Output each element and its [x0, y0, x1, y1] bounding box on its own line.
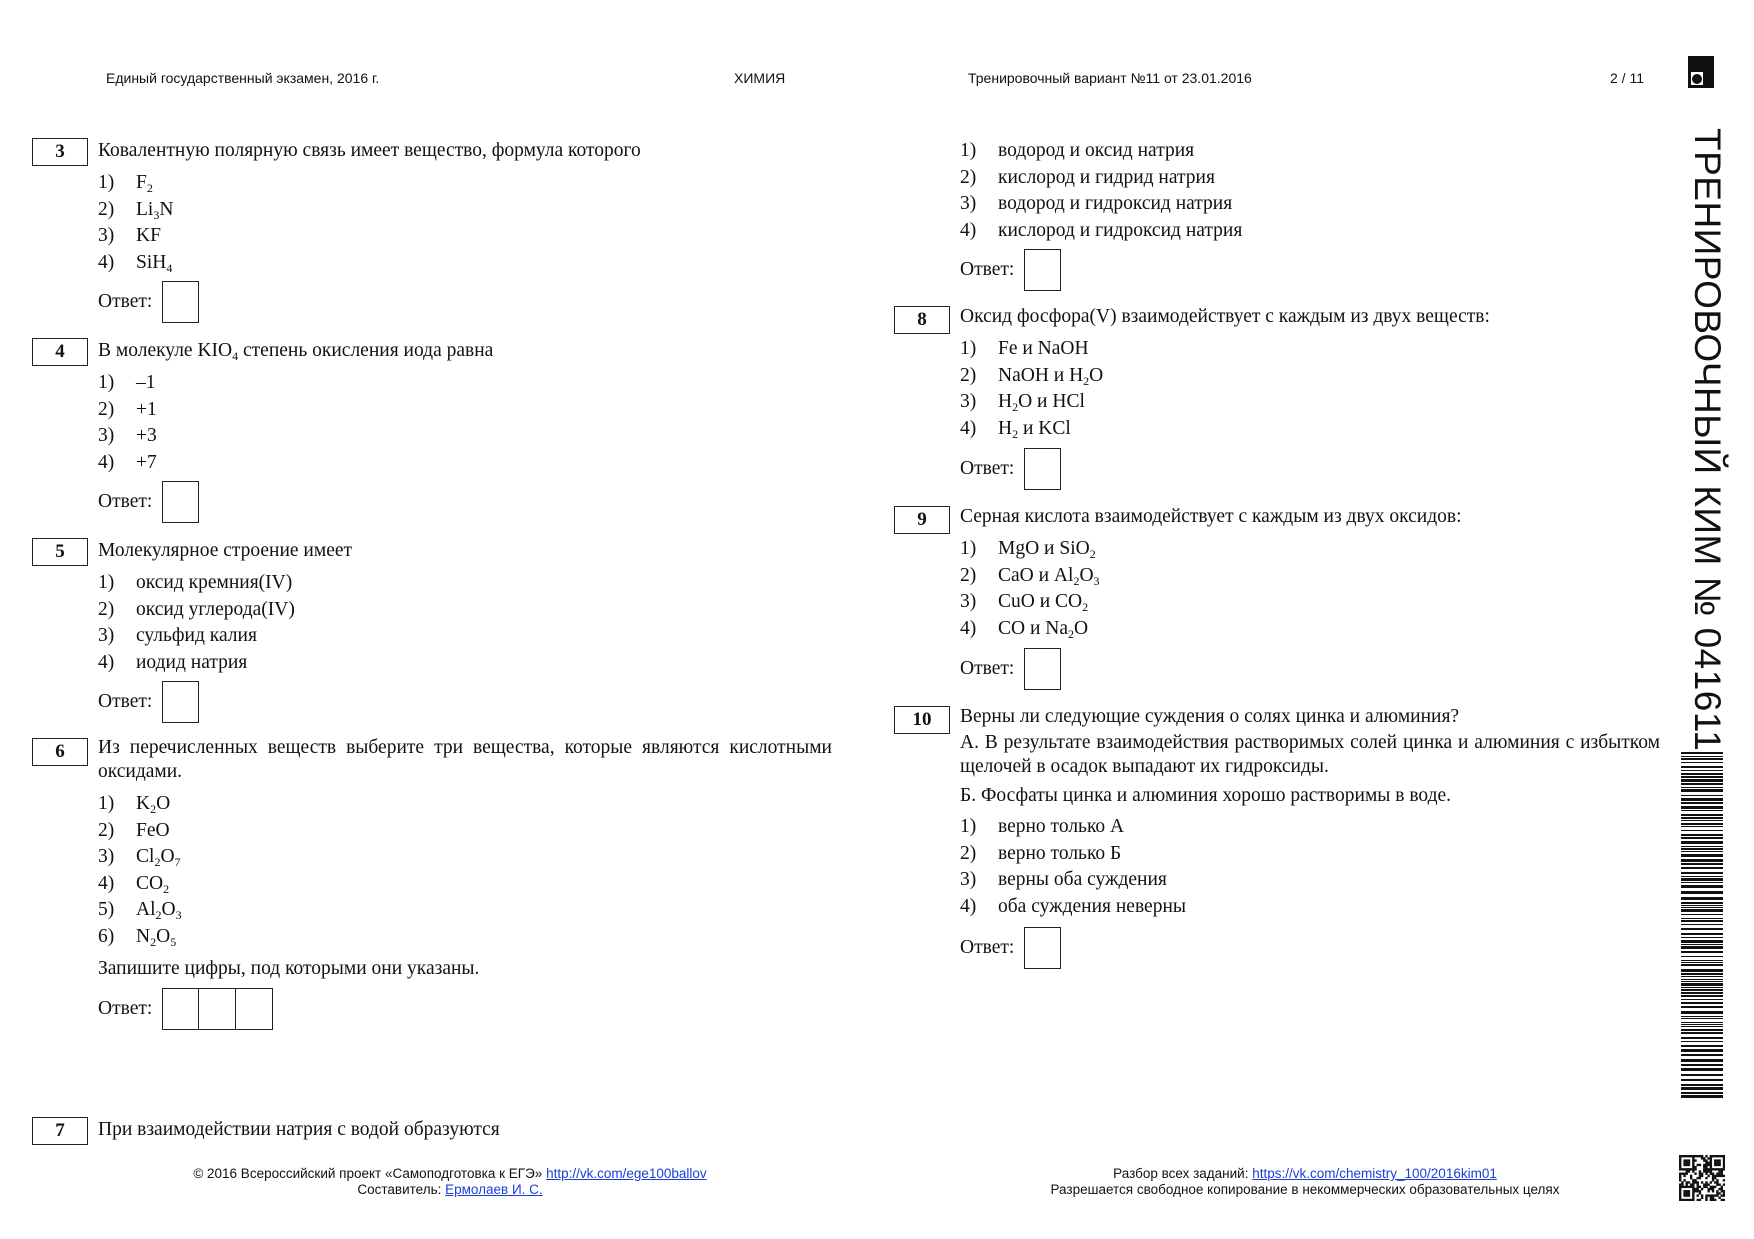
question-number: 6	[32, 738, 88, 766]
option-1: 1) Fe и NaOH	[960, 338, 1089, 359]
answer-box[interactable]	[1024, 648, 1061, 690]
answer-box[interactable]	[162, 281, 199, 323]
question-text: В молекуле $KIO_4$ степень окисления иода равна	[98, 340, 494, 363]
option-4: 4) SiH$_4$	[98, 251, 173, 275]
question-text: Оксид фосфора(V) взаимодействует с каждым из двух веществ:	[960, 306, 1490, 327]
footer-license: Разрешается свободное копирование в некоммерческих образовательных целях	[1050, 1182, 1560, 1197]
options-list	[98, 570, 295, 676]
question-text: Верны ли следующие суждения о солях цинка и алюминия?	[960, 706, 1460, 727]
question-number: 8	[894, 306, 950, 334]
option-3: 3) $H_2O$ и HCl	[960, 391, 1085, 414]
options-list	[98, 170, 173, 276]
option-3: 3) KF	[98, 225, 161, 246]
question-number: 10	[894, 706, 950, 734]
header-page-number: 2 / 11	[1610, 70, 1644, 86]
answer-box-3[interactable]	[236, 988, 273, 1030]
answer-row	[960, 648, 1061, 690]
footer-author-label: Составитель:	[357, 1182, 442, 1197]
options-list	[98, 370, 157, 476]
footer-author-link[interactable]: Ермолаев И. С.	[445, 1182, 543, 1197]
answer-box[interactable]	[1024, 448, 1061, 490]
option-1: 1) $K_2O$	[98, 793, 171, 816]
header-variant: Тренировочный вариант №11 от 23.01.2016	[968, 70, 1252, 86]
header-exam-title: Единый государственный экзамен, 2016 г.	[106, 70, 380, 86]
question-text: Серная кислота взаимодействует с каждым из двух оксидов:	[960, 506, 1462, 527]
answer-row	[98, 481, 199, 523]
option-1: 1) MgO и SiO$_2$	[960, 538, 1096, 561]
qr-code-icon	[1679, 1155, 1725, 1201]
option-3: 3) сульфид калия	[98, 625, 257, 646]
option-3: 3) +3	[98, 425, 157, 446]
header-subject: ХИМИЯ	[734, 70, 786, 86]
question-instruction: Запишите цифры, под которыми они указаны.	[98, 958, 480, 979]
answer-label: Ответ:	[960, 458, 1015, 479]
answer-box-2[interactable]	[199, 988, 236, 1030]
answer-label: Ответ:	[960, 259, 1015, 280]
option-4: 4) оба суждения неверны	[960, 895, 1186, 917]
option-1: 1) –1	[98, 372, 156, 393]
option-1: 1) оксид кремния(IV)	[98, 572, 293, 593]
statement-a: А. В результате взаимодействия растворимых солей цинка и алюминия с избытком щелочей в осадок выпадают их гидроксиды.	[960, 732, 1660, 777]
barcode-icon	[1681, 752, 1723, 1102]
option-4: 4) +7	[98, 451, 157, 473]
answer-label: Ответ:	[98, 291, 153, 312]
statement-b: Б. Фосфаты цинка и алюминия хорошо растворимы в воде.	[960, 785, 1452, 806]
option-2: 2) кислород и гидрид натрия	[960, 166, 1215, 188]
question-number: 3	[32, 138, 88, 166]
option-1: 1) водород и оксид натрия	[960, 140, 1195, 161]
footer-right	[1000, 1166, 1610, 1197]
option-6: 6) $N_2O_5$	[98, 925, 177, 949]
option-1: 1) верно только А	[960, 816, 1125, 837]
option-4: 4) иодид натрия	[98, 651, 248, 673]
question-number: 4	[32, 338, 88, 366]
options-list	[960, 814, 1186, 920]
option-3: 3) верны оба суждения	[960, 869, 1167, 890]
answer-row	[98, 681, 199, 723]
answer-label: Ответ:	[98, 998, 153, 1019]
footer-left	[150, 1166, 750, 1197]
answer-box[interactable]	[1024, 249, 1061, 291]
option-2: 2) NaOH и $H_2O$	[960, 364, 1104, 388]
answer-label: Ответ:	[960, 937, 1015, 958]
option-2: 2) оксид углерода(IV)	[98, 598, 295, 620]
answer-row	[960, 927, 1061, 969]
footer-review-link[interactable]: https://vk.com/chemistry_100/2016kim01	[1252, 1166, 1497, 1181]
option-4: 4) $CO_2$	[98, 872, 170, 896]
option-2: 2) FeO	[98, 819, 170, 841]
question-text: Молекулярное строение имеет	[98, 540, 353, 561]
question-number: 5	[32, 538, 88, 566]
answer-label: Ответ:	[98, 691, 153, 712]
footer-review-label: Разбор всех заданий:	[1113, 1166, 1249, 1181]
option-2: 2) +1	[98, 398, 157, 420]
option-4: 4) кислород и гидроксид натрия	[960, 219, 1243, 241]
option-3: 3) CuO и $CO_2$	[960, 591, 1089, 614]
option-2: 2) $Li_3N$	[98, 198, 174, 222]
option-1: 1) $F_2$	[98, 172, 153, 195]
options-list	[98, 791, 182, 950]
side-title: ТРЕНИРОВОЧНЫЙ КИМ № 041611	[1687, 128, 1728, 752]
option-4: 4) $H_2$ и KCl	[960, 417, 1071, 441]
option-5: 5) $Al_2O_3$	[98, 899, 182, 922]
question-number: 7	[32, 1117, 88, 1145]
option-2: 2) верно только Б	[960, 842, 1122, 864]
answer-row	[960, 448, 1061, 490]
answer-box-1[interactable]	[162, 988, 199, 1030]
options-list	[960, 138, 1242, 244]
answer-label: Ответ:	[960, 658, 1015, 679]
answer-box[interactable]	[1024, 927, 1061, 969]
option-4: 4) CO и $Na_2O$	[960, 617, 1089, 641]
answer-row	[960, 249, 1061, 291]
options-list	[960, 336, 1103, 442]
answer-box[interactable]	[162, 681, 199, 723]
answer-label: Ответ:	[98, 491, 153, 512]
question-number: 9	[894, 506, 950, 534]
answer-box[interactable]	[162, 481, 199, 523]
option-3: 3) $Cl_2O_7$	[98, 846, 181, 869]
question-text: Ковалентную полярную связь имеет вещество, формула которого	[98, 140, 641, 161]
footer-copyright: © 2016 Всероссийский проект «Самоподготовка к ЕГЭ»	[193, 1166, 543, 1181]
question-text: При взаимодействии натрия с водой образуются	[98, 1119, 500, 1140]
option-2: 2) CaO и $Al_2O_3$	[960, 564, 1100, 588]
option-3: 3) водород и гидроксид натрия	[960, 193, 1233, 214]
answer-row	[98, 988, 273, 1030]
footer-project-link[interactable]: http://vk.com/ege100ballov	[546, 1166, 707, 1181]
answer-row	[98, 281, 199, 323]
options-list	[960, 536, 1100, 642]
corner-marker-icon	[1688, 56, 1714, 88]
question-text: Из перечисленных веществ выберите три вещества, которые являются кислотными оксидами.	[98, 737, 832, 782]
